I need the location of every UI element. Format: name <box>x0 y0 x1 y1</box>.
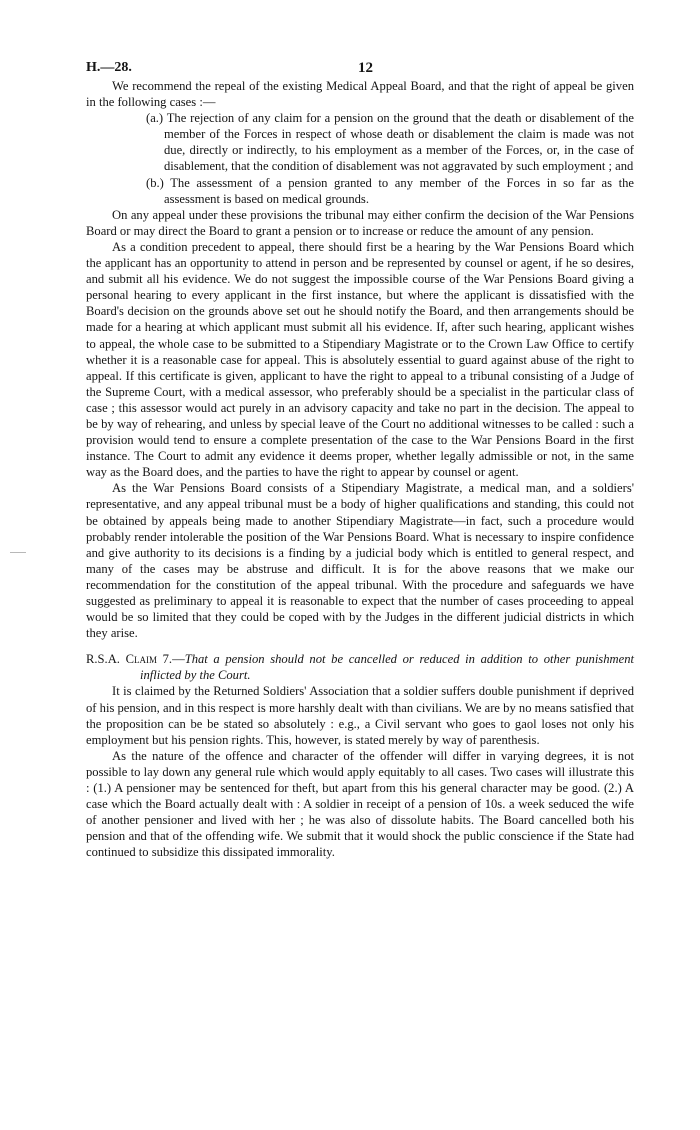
list-item-b: (b.) The assessment of a pension granted to any member of the Forces in so far as the assessment is based on medical grounds. <box>146 175 634 206</box>
paragraph-procedure: As a condition precedent to appeal, there should first be a hearing by the War Pensions Board which the applicant has an opportunity to attend in person and be represented by counsel or agent, if he so desires, and submit all his evidence. We do not suggest the impossible course of the War Pensions Board giving a personal hearing to every applicant in the first instance, but where the applicant is dissatisfied with the Board's decision on the grounds above set out he should notify the Board, and then arrangements should be made for a hearing at which applicant must submit all his evidence. If, after such hearing, applicant wishes to appeal, the whole case to be submitted to a Stipendiary Magistrate or to the Crown Law Office to certify whether it is a reasonable case for appeal. This is absolutely essential to guard against abuse of the right to appeal. If this certificate is given, applicant to have the right to appeal to a tribunal consisting of a Judge of the Supreme Court, with a medical assessor, who preferably should be a specialist in the particular class of case ; this assessor would act purely in an advisory capacity and take no part in the decision. The appeal to be by way of rehearing, and unless by special leave of the Court no additional witnesses to be called : such a provision would tend to ensure a complete presentation of the case to the War Pensions Board in the first instance. The Court to admit any evidence it deems proper, whether legally admissible or not, in the same way as the Board does, and the parties to have the right to appear by counsel or agent. <box>86 239 634 480</box>
document-body <box>86 78 634 861</box>
page-number: 12 <box>358 60 373 76</box>
claim-label: R.S.A. Claim 7.— <box>86 652 185 667</box>
paragraph-cases: As the nature of the offence and character of the offender will differ in varying degrees, it is not possible to lay down any general rule which would apply equitably to all cases. Two cases will illustrate this : (1.) A pensioner may be sentenced for theft, but apart from this his general character may be good. (2.) A case which the Board actually dealt with : A soldier in receipt of a pension of 10s. a week seduced the wife of another pensioner and lived with her ; he was also of dissolute habits. The Board cancelled both his pension and that of the offending wife. We submit that it would shock the public conscience if the State had continued to subsidize this dissipated immorality. <box>86 748 634 860</box>
paragraph-recommendation: We recommend the repeal of the existing Medical Appeal Board, and that the right of appeal be given in the following cases :— <box>86 79 634 110</box>
claim-text: That a pension should not be cancelled or reduced in addition to other punishment inflicted by the Court. <box>140 652 634 683</box>
paragraph-appeal-board: As the War Pensions Board consists of a Stipendiary Magistrate, a medical man, and a soldiers' representative, and any appeal tribunal must be a body of higher qualifications and standing, this could not be obtained by appeals being made to another Stipendiary Magistrate—in fact, such a procedure would probably render intolerable the position of the War Pensions Board. What is necessary to inspire confidence and give authority to its decisions is a finding by a judicial body which is entitled to general respect, and many of the cases may be abstruse and difficult. It is for the above reasons that we make our recommendation for the constitution of the appeal tribunal. With the procedure and safeguards we have suggested as preliminary to appeal it is reasonable to expect that the number of cases proceeding to appeal would be so limited that they could be coped with by the Judges in the different judicial districts in which they arise. <box>86 481 634 641</box>
page-header <box>86 52 634 78</box>
paragraph-double-punishment: It is claimed by the Returned Soldiers' Association that a soldier suffers double punishment if deprived of his pension, and in this respect is more harshly dealt with than civilians. We are by no means satisfied that the proposition can be be stated so absolutely : e.g., a Civil servant who goes to gaol loses not only his employment but his pension rights. This, however, is stated merely by way of parenthesis. <box>86 684 634 747</box>
margin-mark <box>10 552 26 553</box>
document-reference: H.—28. <box>86 60 132 75</box>
claim-heading <box>86 651 634 683</box>
paragraph-tribunal: On any appeal under these provisions the tribunal may either confirm the decision of the War Pensions Board or may direct the Board to grant a pension or to increase or reduce the amount of any pension. <box>86 207 634 238</box>
list-item-a: (a.) The rejection of any claim for a pension on the ground that the death or disablement of the member of the Forces in respect of whose death or disablement the claim is made was not due, directly or indirectly, to his employment as a member of the Forces, or, in the case of disablement, that the condition of disablement was not aggravated by such employment ; and <box>146 111 634 174</box>
